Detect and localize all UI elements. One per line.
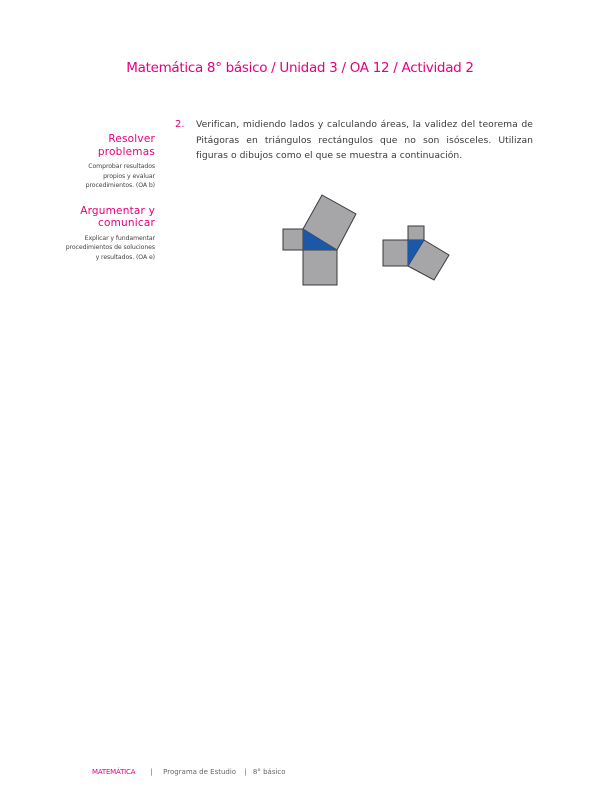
right-triangle <box>303 229 337 250</box>
leg-square-large <box>383 240 408 266</box>
skill-description-line: Explicar y fundamentar <box>84 234 155 242</box>
footer-separator: | <box>244 768 247 776</box>
skill-description-line: procedimientos de soluciones <box>65 244 155 251</box>
skill-resolver-problemas <box>60 133 155 191</box>
leg-square-small <box>408 226 424 240</box>
skill-title-line: Argumentar y <box>80 204 155 217</box>
skill-title-line: comunicar <box>98 217 155 229</box>
leg-square-large <box>303 250 337 285</box>
activity-number: 2. <box>175 119 185 130</box>
skill-title <box>60 205 155 230</box>
hypotenuse-square <box>303 195 356 250</box>
page-footer <box>92 768 286 776</box>
leg-square-small <box>283 229 303 250</box>
skill-title <box>60 133 155 158</box>
footer-program: Programa de Estudio <box>163 768 237 776</box>
page-title: Matemática 8° básico / Unidad 3 / OA 12 / Actividad 2 <box>126 60 474 76</box>
pythagoras-figure-left <box>283 195 356 285</box>
skill-description-line: procedimientos. (OA b) <box>85 182 155 189</box>
right-triangle <box>408 240 424 266</box>
footer-subject: MATEMÁTICA <box>92 768 136 776</box>
skill-argumentar-comunicar <box>60 205 155 263</box>
footer-separator: | <box>150 768 153 776</box>
skills-sidebar <box>60 133 155 276</box>
skill-description-line: y resultados. (OA e) <box>95 253 155 261</box>
activity-text: Verifican, midiendo lados y calculando áreas, la validez del teorema de Pitágoras en triángulos rectángulos que no son isósceles. Utilizan figuras o dibujos como el que se muestra a continuación. <box>196 119 533 161</box>
skill-description <box>60 162 155 191</box>
footer-grade: 8° básico <box>252 768 286 776</box>
skill-title-line: Resolver <box>108 133 155 145</box>
hypotenuse-square <box>408 240 449 280</box>
pythagoras-figure-right <box>383 226 449 280</box>
skill-description-line: propios y evaluar <box>103 172 155 180</box>
skill-description-line: Comprobar resultados <box>88 163 155 170</box>
skill-description <box>60 234 155 263</box>
skill-title-line: problemas <box>97 145 155 158</box>
